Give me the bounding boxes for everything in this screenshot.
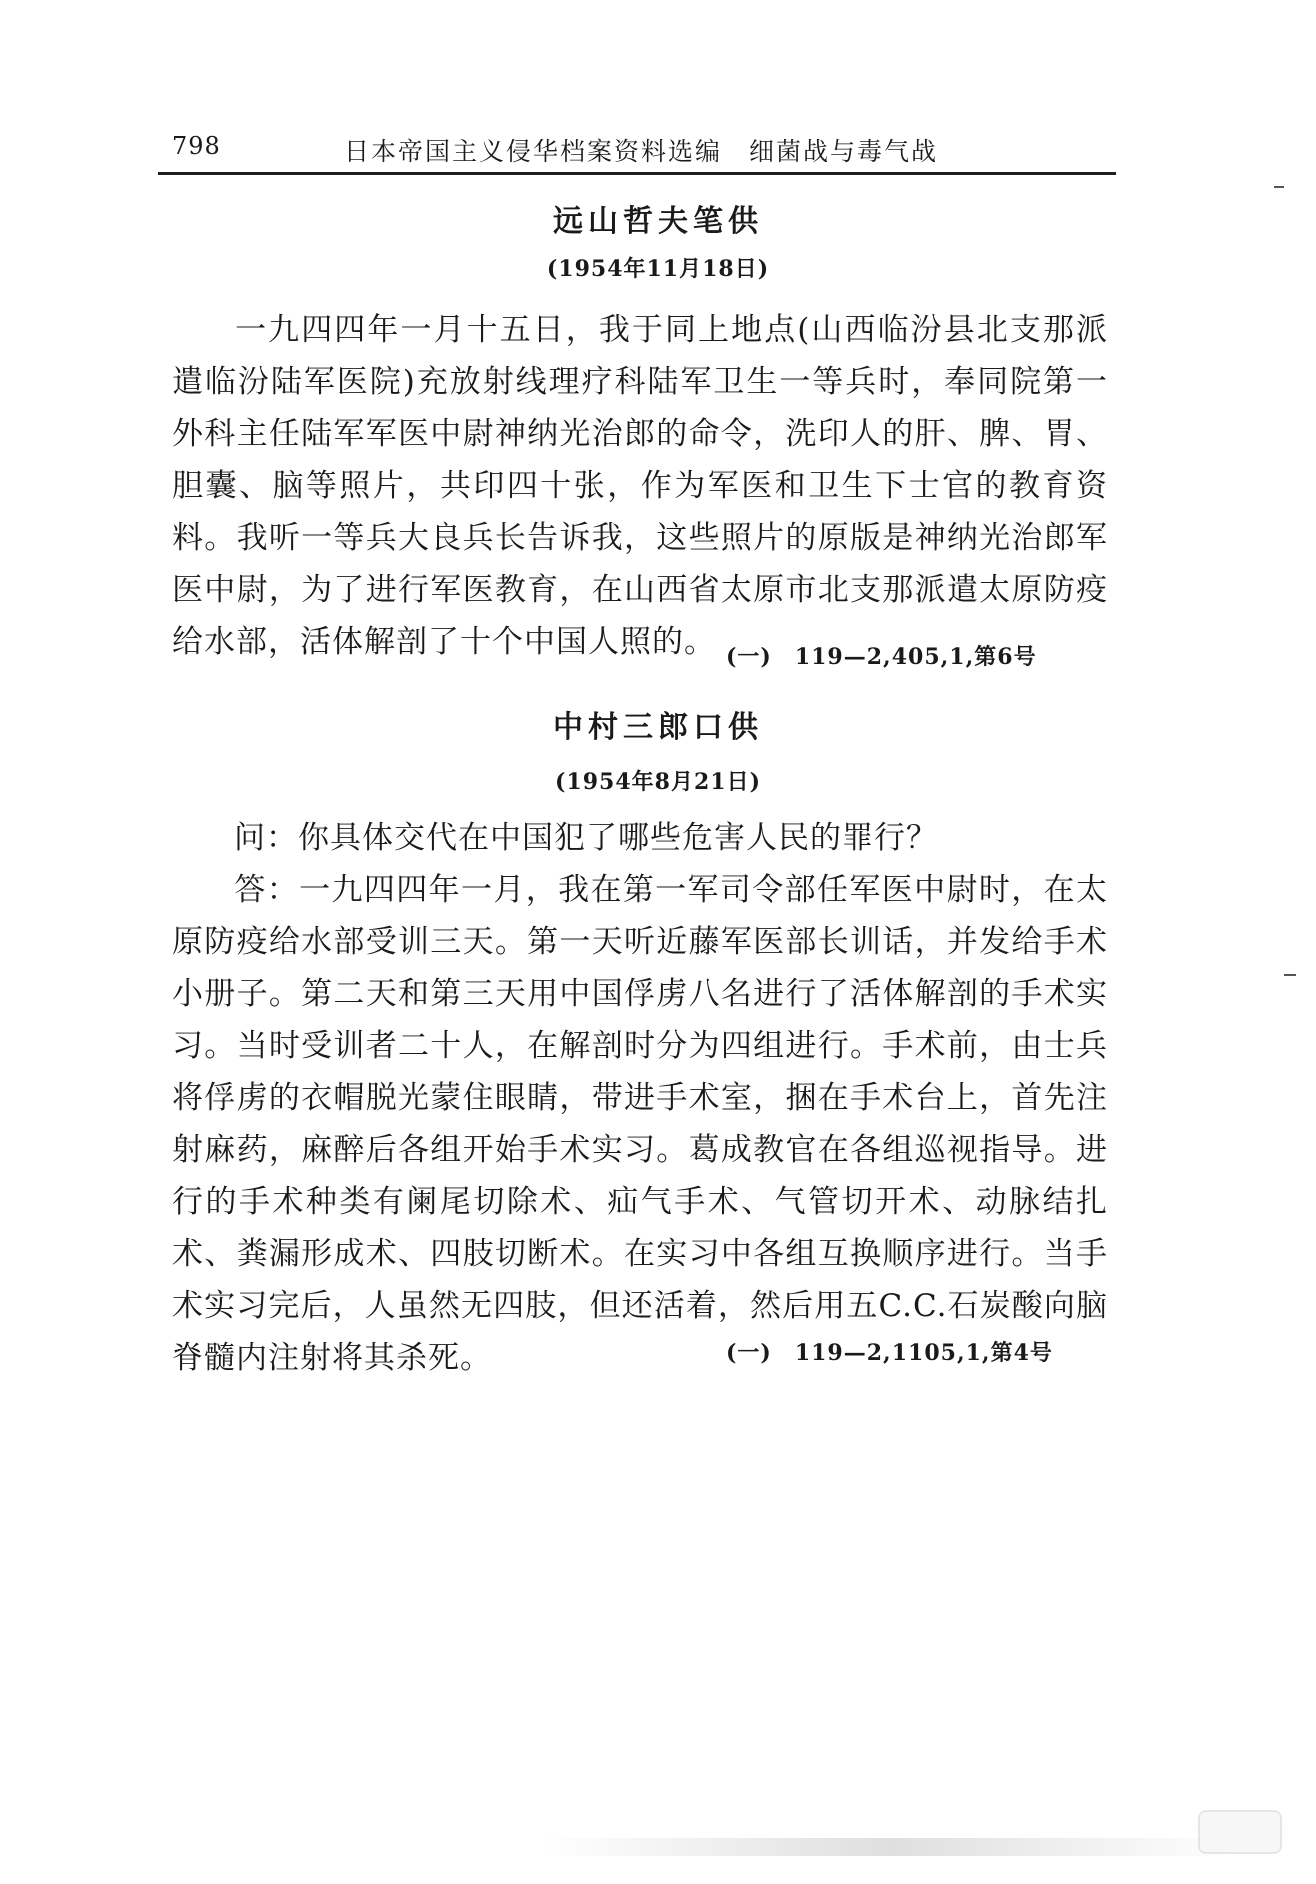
watermark-logo <box>1198 1810 1282 1854</box>
section-title: 中村三郎口供 <box>553 710 763 745</box>
paragraph-text: 答：一九四四年一月，我在第一军司令部任军医中尉时，在太原防疫给水部受训三天。第一天听近藤军医部长训话，并发给手术小册子。第二天和第三天用中国俘虏八名进行了活体解剖的手术实习。当时受训者二十人，在解剖时分为四组进行。手术前，由士兵将俘虏的衣帽脱光蒙住眼睛，带进手术室，捆在手术台上，首先注射麻药，麻醉后各组开始手术实习。葛成教官在各组巡视指导。进行的手术种类有阑尾切除术、疝气手术、气管切开术、动脉结扎术、粪漏形成术、四肢切断术。在实习中各组互换顺序进行。当手术实习完后，人虽然无四肢，但还活着，然后用五C.C.石炭酸向脑脊髓内注射将其杀死。 <box>172 872 1108 1376</box>
paragraph-text: 一九四四年一月十五日，我于同上地点(山西临汾县北支那派遣临汾陆军医院)充放射线理疗科陆军卫生一等兵时，奉同院第一外科主任陆军军医中尉神纳光治郎的命令，洗印人的肝、脾、胃、胆囊、脑等照片，共印四十张，作为军医和卫生下士官的教育资料。我听一等兵大良兵长告诉我，这些照片的原版是神纳光治郎军医中尉，为了进行军医教育，在山西省太原市北支那派遣太原防疫给水部，活体解剖了十个中国人照的。 <box>172 312 1108 660</box>
running-title: 日本帝国主义侵华档案资料选编 细菌战与毒气战 <box>344 137 939 166</box>
section-title: 远山哲夫笔供 <box>553 204 763 239</box>
scan-blur <box>540 1838 1240 1856</box>
body-paragraph <box>172 304 1108 668</box>
section-date: (1954年11月18日) <box>546 256 770 282</box>
header-divider <box>158 172 1116 175</box>
scan-mark <box>1284 974 1296 976</box>
page-number: 798 <box>172 132 221 160</box>
scan-mark <box>1274 186 1284 188</box>
question-paragraph <box>172 812 1108 864</box>
answer-paragraph <box>172 864 1108 1384</box>
archive-source: (一) 119—2,1105,1,第4号 <box>726 1340 1053 1366</box>
page-header <box>172 128 1112 172</box>
paragraph-text: 问：你具体交代在中国犯了哪些危害人民的罪行？ <box>234 820 938 856</box>
section-date: (1954年8月21日) <box>555 769 761 795</box>
archive-source: (一) 119—2,405,1,第6号 <box>726 644 1037 670</box>
